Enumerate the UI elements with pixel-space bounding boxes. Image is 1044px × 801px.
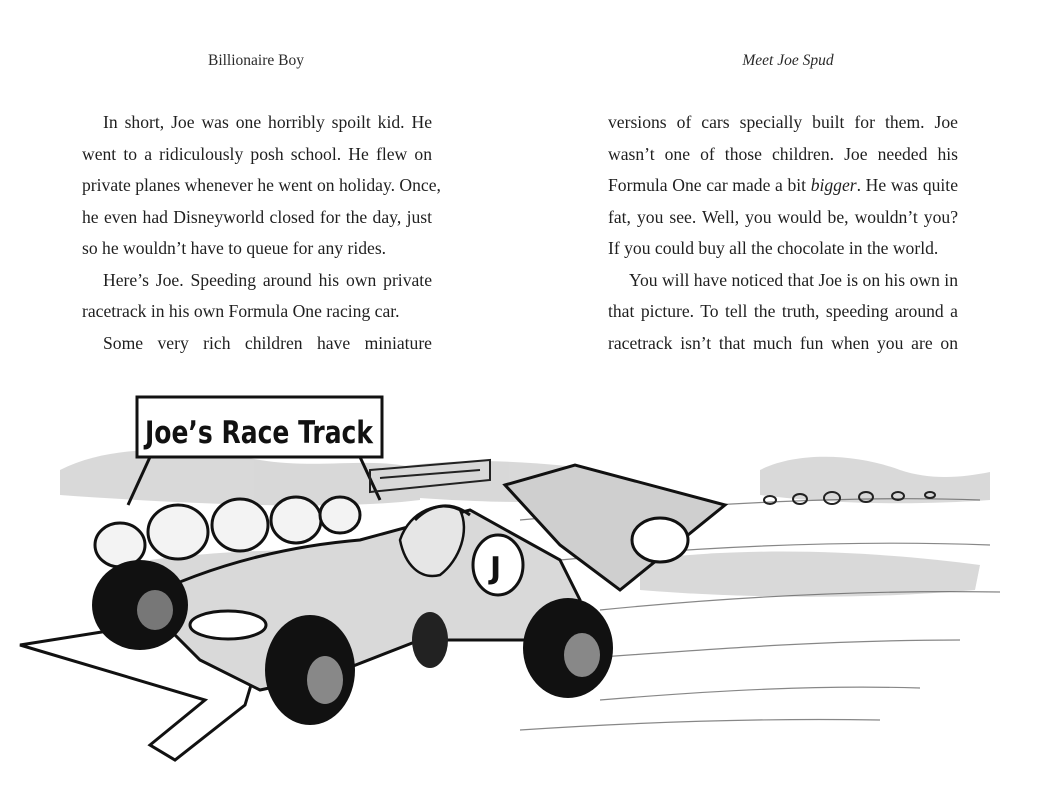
emphasis-word: bigger [810,175,857,195]
text-segment: Formula One car made a bit [608,175,811,195]
text-line: versions of cars specially built for them. Joe [608,112,958,132]
race-car-illustration [0,380,1044,801]
text-line: fat, you see. Well, you would be, wouldn’t you? [608,206,958,227]
running-head-book-title: Billionaire Boy [207,52,304,69]
text-line: wasn’t one of those children. Joe needed his [608,143,958,164]
sign-label: Joe’s Race Track [143,415,375,451]
text-line: In short, Joe was one horribly spoilt kid. He [103,112,432,132]
text-line: Some very rich children have miniature [103,332,432,353]
text-line: he even had Disneyworld closed for the day, just [82,206,432,227]
left-page-text [82,107,441,359]
right-page-text [608,107,958,359]
text-line: that picture. To tell the truth, speeding around a [608,301,958,321]
text-line: You will have noticed that Joe is on his own in [629,269,958,290]
text-line: went to a ridiculously posh school. He flew on [82,143,432,164]
text-line: private planes whenever he went on holiday. Once, [82,175,441,195]
text-line: If you could buy all the chocolate in the world. [608,238,939,258]
text-line: Here’s Joe. Speeding around his own private [103,269,432,290]
running-head-chapter-title: Meet Joe Spud [742,52,834,69]
car-badge-label: J [490,551,502,586]
text-segment: . He was quite [856,175,958,195]
text-line [608,170,958,202]
text-line: racetrack isn’t that much fun when you are on [608,332,958,353]
text-line: racetrack in his own Formula One racing car. [82,301,400,321]
text-line: so he wouldn’t have to queue for any rides. [82,238,387,258]
